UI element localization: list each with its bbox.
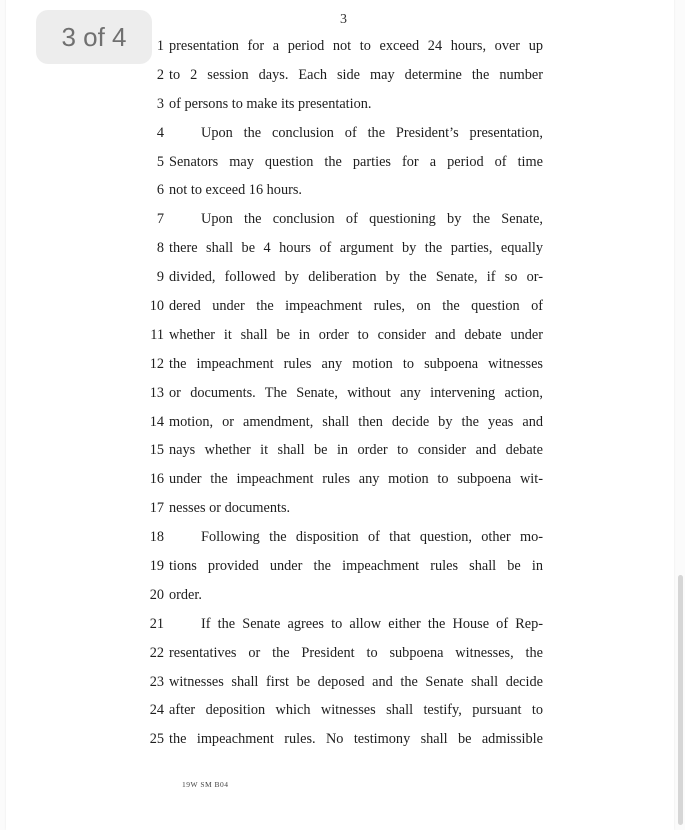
document-line [6, 552, 674, 581]
line-text: Following the disposition of that question, other mo- [201, 529, 543, 546]
line-text: presentation for a period not to exceed 24 hours, over up [169, 38, 543, 54]
document-line [6, 263, 674, 292]
line-text: witnesses shall first be deposed and the Senate shall decide [169, 673, 543, 690]
line-number: 8 [156, 240, 164, 257]
line-number: 25 [149, 731, 164, 748]
document-body [6, 32, 674, 754]
line-number: 11 [150, 326, 164, 343]
document-line [6, 668, 674, 697]
document-line [6, 90, 674, 119]
line-number: 24 [149, 702, 164, 719]
line-text: whether it shall be in order to consider and debate under [169, 326, 543, 343]
line-number: 13 [149, 384, 164, 401]
document-page [6, 0, 674, 830]
line-number: 10 [149, 298, 164, 315]
document-line [6, 408, 674, 437]
line-text: the impeachment rules any motion to subpoena witnesses [169, 355, 543, 372]
line-text: motion, or amendment, shall then decide by the yeas and [169, 413, 543, 430]
line-number: 18 [149, 529, 164, 546]
document-line [6, 581, 674, 610]
line-text: resentatives or the President to subpoena witnesses, the [169, 644, 543, 661]
line-text: nays whether it shall be in order to consider and debate [169, 442, 543, 459]
document-line [6, 523, 674, 552]
scrollbar-thumb[interactable] [678, 575, 683, 825]
line-text: Upon the conclusion of the President’s presentation, [201, 124, 543, 141]
line-text: or documents. The Senate, without any intervening action, [169, 384, 543, 401]
document-line [6, 61, 674, 90]
line-text: tions provided under the impeachment rules shall be in [169, 558, 543, 575]
line-text: there shall be 4 hours of argument by the parties, equally [169, 240, 543, 257]
line-text: Senators may question the parties for a period of time [169, 153, 543, 170]
document-line [6, 696, 674, 725]
document-line [6, 350, 674, 379]
line-number: 1 [156, 38, 164, 54]
line-number: 15 [149, 442, 164, 459]
document-line [6, 465, 674, 494]
line-number: 5 [156, 153, 164, 170]
line-number: 12 [149, 355, 164, 372]
line-text: Upon the conclusion of questioning by the Senate, [201, 211, 543, 228]
line-text: divided, followed by deliberation by the Senate, if so or- [169, 269, 543, 286]
line-number: 9 [156, 269, 164, 286]
document-line [6, 639, 674, 668]
line-number: 19 [149, 558, 164, 575]
line-number: 22 [149, 644, 164, 661]
document-line [6, 494, 674, 523]
line-number: 20 [149, 586, 164, 603]
line-text: If the Senate agrees to allow either the House of Rep- [201, 615, 543, 632]
line-text: after deposition which witnesses shall testify, pursuant to [169, 702, 543, 719]
line-text: of persons to make its presentation. [169, 95, 372, 112]
page-indicator-badge: 3 of 4 [36, 10, 152, 64]
line-text: the impeachment rules. No testimony shall be admissible [169, 731, 543, 748]
line-number: 21 [149, 615, 164, 632]
line-text: dered under the impeachment rules, on the question of [169, 298, 543, 315]
document-line [6, 725, 674, 754]
document-line [6, 176, 674, 205]
document-line [6, 148, 674, 177]
line-number: 23 [149, 673, 164, 690]
line-number: 16 [149, 471, 164, 488]
line-number: 17 [149, 500, 164, 517]
footer-code: 19W SM B04 [182, 780, 229, 789]
document-line [6, 205, 674, 234]
line-number: 3 [156, 95, 164, 112]
line-text: to 2 session days. Each side may determine the number [169, 66, 543, 83]
line-number: 2 [156, 66, 164, 83]
line-text: order. [169, 586, 202, 603]
line-number: 14 [149, 413, 164, 430]
line-text: not to exceed 16 hours. [169, 182, 303, 199]
document-line [6, 436, 674, 465]
document-line [6, 321, 674, 350]
page-number: 3 [340, 12, 347, 27]
line-text: nesses or documents. [169, 500, 291, 517]
line-number: 7 [156, 211, 164, 228]
line-text: under the impeachment rules any motion to subpoena wit- [169, 471, 543, 488]
document-line [6, 292, 674, 321]
document-line [6, 119, 674, 148]
line-number: 6 [156, 182, 164, 199]
document-line [6, 234, 674, 263]
line-number: 4 [156, 124, 164, 141]
document-line [6, 610, 674, 639]
document-line [6, 379, 674, 408]
